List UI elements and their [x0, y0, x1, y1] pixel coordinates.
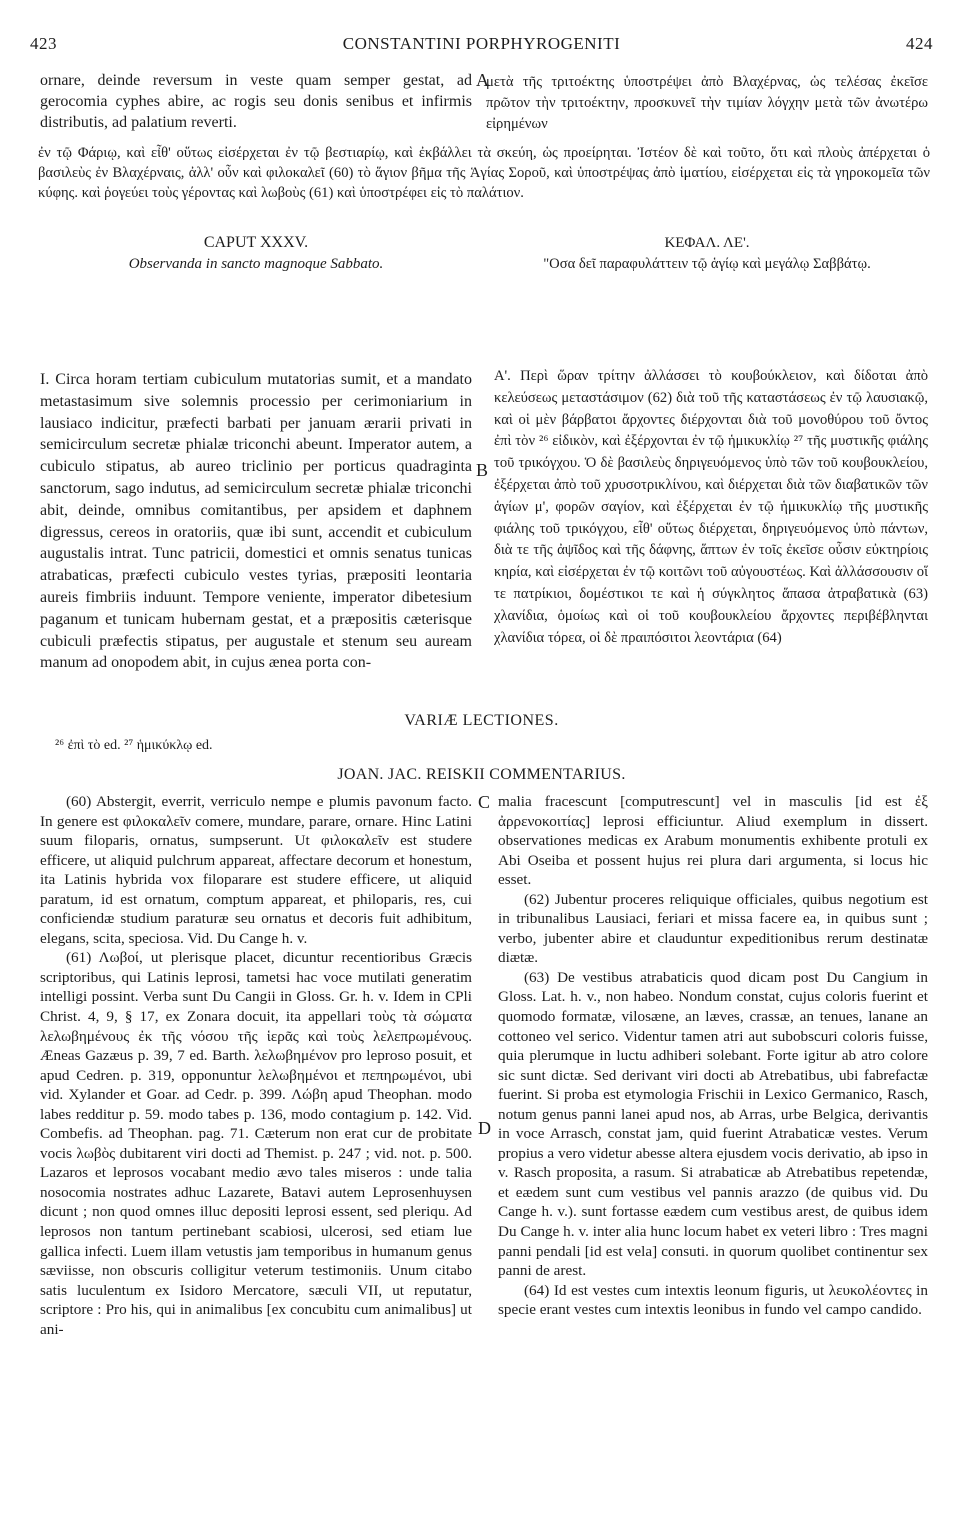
running-head — [30, 34, 933, 58]
commentary-note: (61) Λωβοί, ut plerisque placet, dicuntur recentioribus Græcis scriptoribus, qui Latinis leprosi, tametsi hac voce mutilati generatim intelligi possint. Verba sunt Du Cangii in Gloss. Gr. h. v. Idem in CPli Christ. 4, 9, § 17, ex Zonara docuit, ita appellari τοὺς τὰ σώματα λελωβημένους ἐκ τῆς νόσου τῆς ἱερᾶς καὶ τοὺς λελεπρωμένους. Æneas Gazæus p. 39, 7 ed. Barth. λελωβημένον pro leproso posuit, et apud Cedren. p. 319, opponuntur λελωβημένοι et πεπηρωμένοι, ubi vid. Xylander et Goar. ad Cedr. p. 399. Λώβη apud Theophan. modo labes redditur p. 59. modo tabes p. 136, modo contagium p. 142. Vid. Combefis. ad Theophan. pag. 71. Cæterum non erat cur de probitate vocis λωβὸς dubitarent viri docti ad Themist. p. 247 ; vid. not. p. 500. Lazaros et leprosos vocabant medio ævo tales miseros : unde talia nosocomia nostrates adhuc Lazarete, Batavi autem Leprosenhuysen dicunt ; non quod omnes illuc depositi leprosi essent, sed pleriqu. Ad leprosos non tantum pertinebant scabiosi, ulcerosi, sed etiam lue gallica infecti. Luem illam vetustis jam temporibus in humanum genus sæviisse, non obscuris colligitur veterum testimoniis. Unum citabo satis luculentum ex Isidoro Mercatore, sæculi VII, ut reputatur, scriptore : Pro his, qui in animalibus [ex concubitu cum animalibus] ut ani- — [40, 949, 472, 1338]
left-page-number: 423 — [30, 34, 57, 53]
commentary-note: (62) Jubentur proceres reliquique officiales, quibus negotium est in tribunalibus Lausiaci, feriari et missa facere ea, in quibus sunt ; verbo, jubenter abire et clauduntur expeditionibus rerum destinatæ diætæ. — [498, 890, 928, 967]
latin-section-one — [40, 369, 472, 674]
greek-opening-text — [486, 72, 928, 135]
commentary-note: (64) Id est vestes cum intextis leonum figuris, ut λευκολέοντες in specie erant vestes cum intextis leonibus in fundo vel campo candido. — [498, 1281, 928, 1319]
greek-chapter-heading: ΚΕΦΑΛ. ΛΕ'. — [664, 235, 750, 251]
greek-paragraph: ἐν τῷ Φάριῳ, καὶ εἶθ' οὕτως εἰσέρχεται ἐν τῷ βεστιαρίῳ, καὶ ἐκβάλλει τὰ σκεύη, ὡς προείρηται. Ἰστέον δὲ καὶ τοῦτο, ὅτι καὶ πλοὺς ἀπέρχεται ὁ βασιλεὺς ἐν Βλαχέρναις, ἀλλ' οὖν καὶ φιλοκαλεῖ (60) τὸ ἅγιον βῆμα τῆς Ἁγίας Σοροῦ, καὶ ὑποστρέψας ἀπὸ ἱματίου, εἰσέρχεται εἰς τὰ γηροκομεῖα τῶν κύφης. καὶ ῥογεύει τοὺς γέροντας καὶ λωβοὺς (61) καὶ ὑποστρέφει εἰς τὸ παλάτιον. — [38, 145, 930, 202]
right-page-number: 424 — [906, 34, 933, 53]
greek-section-one — [494, 366, 928, 649]
latin-chapter-heading: CAPUT XXXV. — [203, 234, 309, 251]
margin-letter-c: C — [478, 792, 491, 812]
greek-full-width-text — [38, 143, 930, 204]
margin-letter-d: D — [478, 1118, 491, 1138]
latin-paragraph: I. Circa horam tertiam cubiculum mutatorias sumit, et a mandato metastasimum sive solemnis processio per cerimoniarium in lausiaco indicitur, præfecti barbati per januam ærarii privati in semicirculum secretæ phialæ triconchi abeunt. Imperator autem, a cubiculo stipatus, ab aureo triclinio per porticus quadraginta sanctorum, sago indutus, ad semicirculum secretæ phialæ triconchi abit, deinde, omnibus comitantibus, per apsidem et daphnem digressus, cereos in oratoriis, quæ ibi sunt, accendit et cubiculum augustalis intrat. Tunc patricii, domestici et omnis senatus tunicas atrabaticas, præfecti cubiculo vestes tyrias, præpositi leontaria aureis fimbriis induunt. Tempore veniente, imperator dibetesium paganum et tunicam hubernam gestat, et a præpositis cæterisque cubiculi præfectis stipatus, per augustale et stenum seu auream manum ad onopodem abit, in cujus ænea porta con- — [40, 371, 472, 672]
latin-opening-text — [40, 70, 472, 133]
greek-chapter-subtitle: "Οσα δεῖ παραφυλάττειν τῷ ἁγίῳ καὶ μεγάλῳ Σαββάτῳ. — [543, 256, 871, 272]
commentary-right-column — [498, 792, 928, 1320]
commentary-heading: JOAN. JAC. REISKII COMMENTARIUS. — [337, 766, 626, 783]
variant-readings: ²⁶ ἐπὶ τὸ ed. ²⁷ ἡμικύκλῳ ed. — [55, 738, 213, 753]
latin-paragraph: ornare, deinde reversum in veste quam semper gestat, ad gerocomia cyphes abire, ac rogis seu donis senibus et infirmis distributis, ad palatium reverti. — [40, 72, 472, 132]
commentary-left-column — [40, 792, 472, 1339]
commentary-note: (60) Abstergit, everrit, verriculo nempe e plumis pavonum facto. In genere est φιλοκαλεῖν comere, mundare, parare, ornare. Hinc Latini suum filoparis, ornatus, sumpserunt. Ut φιλοκαλεῖν est studere efficere, ut aliquid pulchrum appareat, affectare decorum et honestum, ita Latinis hybrida vox filoparare est studere efficere, ut aliquid paratum, id est ornatum, comptum appareat, et philoparis, res, cui conficiendæ studium paraturæ seu ornatus et decoris fuit adhibitum, elegans, scita, speciosa. Vid. Du Cange h. v. — [40, 793, 472, 947]
running-title: CONSTANTINI PORPHYROGENITI — [342, 34, 621, 53]
greek-paragraph: μετὰ τῆς τριτοέκτης ὑποστρέψει ἀπὸ Βλαχέρνας, ὡς τελέσας ἐκεῖσε πρῶτον τὴν τριτοέκτην, προσκυνεῖ τὴν τιμίαν λόγχην μετὰ τῶν ἀνωτέρω εἰρημένων — [486, 74, 928, 133]
margin-letter-a: A — [476, 70, 489, 90]
commentary-note: malia fracescunt [computrescunt] vel in masculis [id est ἐξ ἀρρενοκοιτίας] leprosi efficiuntur. Aliud exemplum in dissert. observationes medicas ex Arabum monumentis exhibente protuli ex Abi Oseiba et possent hujus rei plura dari argumenta, si locus hic esset. — [498, 793, 928, 889]
latin-chapter-subtitle: Observanda in sancto magnoque Sabbato. — [128, 256, 384, 272]
variae-lectiones-heading: VARIÆ LECTIONES. — [404, 712, 559, 729]
greek-paragraph: Α'. Περὶ ὥραν τρίτην ἀλλάσσει τὸ κουβούκλειον, καὶ δίδοται ἀπὸ κελεύσεως μεταστάσιμον (62) διὰ τοῦ τῆς καταστάσεως ἐν τῷ λαυσιακῷ, καὶ οἱ μὲν βάρβατοι ἄρχοντες διέρχονται διὰ τοῦ μονοθύρου τοῦ ὄντος ἐπὶ τὸν ²⁶ εἰδικὸν, καὶ ἐξέρχονται ἐν τῷ ἡμικυκλίῳ ²⁷ τῆς μυστικῆς φιάλης τοῦ τρικόγχου. Ὁ δὲ βασιλεὺς δηριγευόμενος ὑπὸ τῶν τοῦ κουβουκλείου, ἐξέρχεται ἀπὸ τοῦ χρυσοτρικλίνου, καὶ διέρχεται διὰ τῶν διαβατικῶν τῶν ἁγίων μ', φορῶν σαγίον, καὶ ἐξέρχεται ἐν τῷ ἡμικυκλίῳ τῆς μυστικῆς φιάλης τοῦ τρικόγχου, εἶθ' οὕτως διέρχεται, δηριγευόμενος ὑπὸ πάντων, διὰ τε τῆς ἀψῖδος καὶ τῆς δάφνης, ἅπτων ἐν τοῖς ἐκεῖσε οὖσιν εὐκτηρίοις κηρία, καὶ εἰσέρχεται ἐν τῷ κοιτῶνι τοῦ αὐγουστέως. Καὶ ἀλλάσσουσιν οἵ τε πατρίκιοι, δομέστικοι τε καὶ ἡ σύγκλητος ἅπασα ἀτραβατικὰ (63) χλανίδια, ὁμοίως καὶ οἱ τοῦ κουβουκλείου ἄρχοντες περιβέβληνται χλανίδια τόρεα, οἱ δὲ πραιπόσιτοι λεοντάρια (64) — [494, 368, 928, 646]
margin-letter-b: B — [476, 460, 489, 480]
commentary-note: (63) De vestibus atrabaticis quod dicam post Du Cangium in Gloss. Lat. h. v., non habeo. Nondum constat, cujus coloris fuerint et quomodo formatæ, vilosæne, an læves, crassæ, an tenues, lanane an cottoneo vel serico. Videntur tamen atri aut subobscuri coloris fuisse, quia plerumque in luctu adhiberi solebant. Forte igitur ab atro colore sic sunt dictæ. Sed derivant viri docti ab Atrebatibus, ubi fabrefactæ fuerint. Si proba est etymologia Frischii in Lexico Germanico, Rasch, notum genus panni lanei apud nos, ab Arras, urbe Belgica, derivantis in voce Arrasch, constat jam, quid fuerint Atrabaticæ vestes. Verum propius a vero videtur abesse altera ejusdem vocis derivatio, ab ipso in v. Rasch proposita, a rasum. Si atrabaticæ ab Atrebatibus repetendæ, et eædem sunt cum vestibus vel pannis arazzo (de quibus vid. Du Cange h. v.). sunt fortasse eædem cum vestibus arest, de quibus idem Du Cange h. v. inter alia hunc locum habet ex veteri libro : Tres magni panni pendali [id est vela] consuti. in quorum quolibet continentur sex panni de arest. — [498, 968, 928, 1280]
